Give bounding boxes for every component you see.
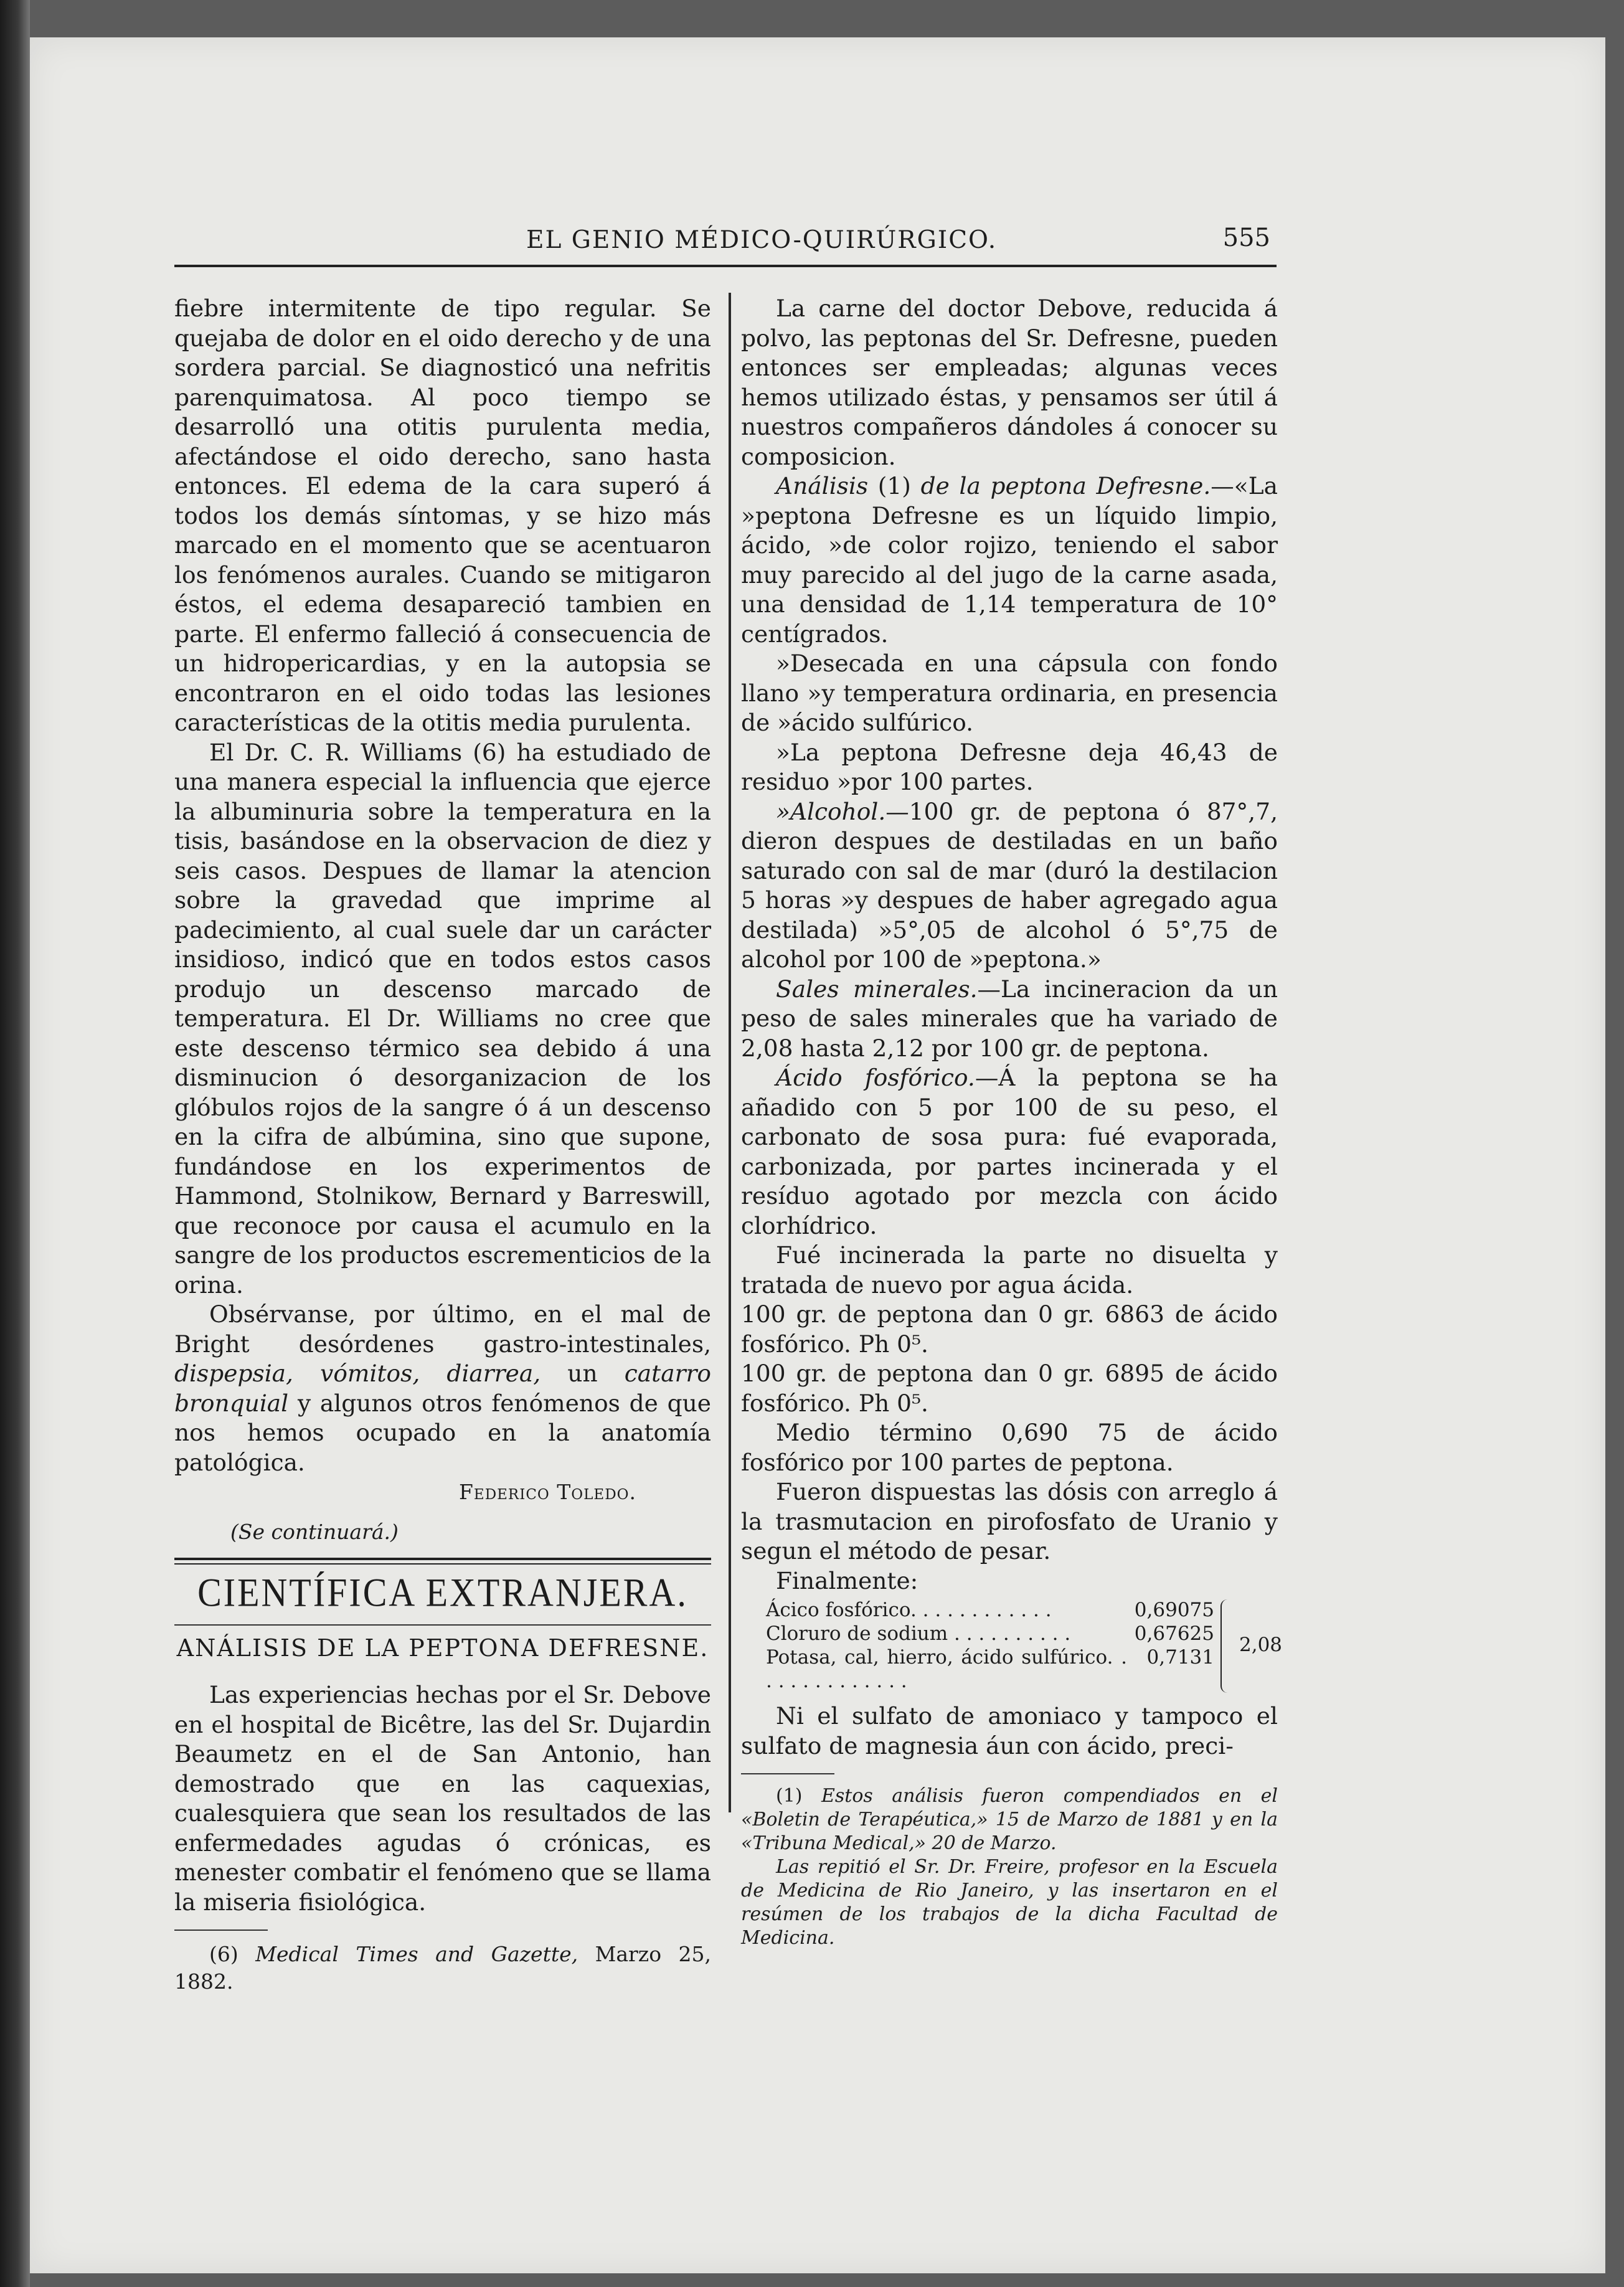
paragraph: Medio término 0,690 75 de ácido fosfórico por 100 partes de peptona.: [741, 1419, 1278, 1476]
paragraph: [741, 471, 1278, 649]
footnote: [741, 1784, 1278, 1855]
footnote: Las repitió el Sr. Dr. Freire, profesor en la Escuela de Medicina de Rio Janeiro, y las insertaron en el resúmen de los trabajos de la dicha Facultad de Medicina.: [741, 1856, 1278, 1949]
text-run: (1): [868, 472, 921, 500]
table-value: 0,67625: [1134, 1622, 1214, 1645]
column-divider: [729, 293, 731, 1812]
italic-text: Sales minerales.: [776, 975, 978, 1003]
footnote-rule: [174, 1930, 268, 1931]
page-number: 555: [1222, 224, 1270, 252]
paragraph: Finalmente:: [776, 1566, 918, 1594]
table-label: Potasa, cal, hierro, ácido sulfúrico. . . . . . . . . . . . . .: [766, 1646, 1127, 1692]
table-row: [766, 1598, 1214, 1622]
author-signature: Federico Toledo.: [459, 1480, 636, 1504]
table-label: Ácico fosfórico. . . . . . . . . . . .: [766, 1599, 1052, 1621]
header-rule: [174, 265, 1277, 267]
italic-text: Análisis: [776, 472, 869, 500]
table-total: 2,08: [1239, 1634, 1283, 1656]
text-run: y algunos otros fenómenos de que nos hemos ocupado en la anatomía patológica.: [174, 1389, 711, 1476]
paragraph: El Dr. C. R. Williams (6) ha estudiado de una manera especial la influencia que ejerce la albuminuria sobre la temperatura en la tisis, basándose en la observacion de diez y seis casos. Despues de llamar la atencion sobre la gravedad que imprime al padecimiento, al cual suele dar un carácter insidioso, indicó que en todos estos casos produjo un descenso marcado de temperatura. El Dr. Williams no cree que este descenso térmico sea debido á una disminucion ó desorganizacion de los glóbulos rojos de la sangre ó á un descenso en la cifra de albúmina, sino que supone, fundándose en los experimentos de Hammond, Stolnikow, Bernard y Barreswill, que reconoce por causa el acumulo en la sangre de los productos escrementicios de la orina.: [174, 738, 711, 1299]
paragraph: [741, 1063, 1278, 1241]
italic-text: de la peptona Defresne.: [920, 472, 1211, 500]
text-run: Marzo 25, 1882.: [174, 1942, 711, 1994]
text-run: Obsérvanse, por último, en el mal de Bright desórdenes gastro-intestinales,: [174, 1300, 711, 1358]
footnote-rule: [741, 1773, 834, 1774]
paragraph: [741, 797, 1278, 975]
table-row: [766, 1645, 1214, 1693]
paragraph: 100 gr. de peptona dan 0 gr. 6863 de ácido fosfórico. Ph 0⁵.: [741, 1300, 1278, 1358]
continued-note: (Se continuará.): [230, 1519, 399, 1544]
text-run: —100 gr. de peptona ó 87°,7, dieron despues de destiladas en un baño saturado con sal de mar (duró la destilacion 5 horas »y despues de haber agregado agua destilada) »5°,05 de alcohol ó 5°,75 de alcohol por 100 de »peptona.»: [741, 797, 1278, 973]
text-run: —Á la peptona se ha añadido con 5 por 100 de su peso, el carbonato de sosa pura: fué evaporada, carbonizada, por partes incinerada y el resíduo agotado por mezcla con ácido clorhídrico.: [741, 1064, 1278, 1239]
footnote-number: (1): [776, 1785, 803, 1807]
rule: [174, 1624, 711, 1626]
paragraph: [741, 975, 1278, 1064]
left-column: [174, 294, 711, 1996]
paragraph: Fué incinerada la parte no disuelta y tratada de nuevo por agua ácida.: [741, 1241, 1278, 1299]
section-title: CIENTÍFICA EXTRANJERA.: [197, 1570, 688, 1615]
table-label: Cloruro de sodium . . . . . . . . . .: [766, 1622, 1071, 1645]
italic-text: »Alcohol.: [776, 797, 886, 825]
text-run: —«La »peptona Defresne es un líquido limpio, ácido, »de color rojizo, teniendo el sabor muy parecido al del jugo de la carne asada, una densidad de 1,14 temperatura de 10° centígrados.: [741, 472, 1278, 648]
article-title: ANÁLISIS DE LA PEPTONA DEFRESNE.: [176, 1634, 709, 1662]
text-run: —La incineracion da un peso de sales minerales que ha variado de 2,08 hasta 2,12 por 100 gr. de peptona.: [741, 975, 1278, 1062]
book-gutter: [0, 0, 30, 2287]
footnote-number: (6): [209, 1942, 238, 1966]
paragraph: »Desecada en una cápsula con fondo llano »y temperatura ordinaria, en presencia de »ácido sulfúrico.: [741, 650, 1278, 736]
paragraph: Ni el sulfato de amoniaco y tampoco el sulfato de magnesia áun con ácido, preci-: [741, 1702, 1278, 1759]
right-column: [741, 294, 1283, 1950]
italic-text: dispepsia, vómitos, diarrea,: [174, 1360, 541, 1387]
footnote: [174, 1941, 711, 1996]
brace: [1220, 1599, 1234, 1693]
table-row: [766, 1622, 1214, 1645]
paragraph: Fueron dispuestas las dósis con arreglo á la trasmutacion en pirofosfato de Uranio y segun el método de pesar.: [741, 1478, 1278, 1565]
table-value: 0,7131: [1146, 1646, 1214, 1669]
running-head: [174, 221, 1270, 265]
paragraph: »La peptona Defresne deja 46,43 de residuo »por 100 partes.: [741, 738, 1278, 795]
composition-table: [741, 1598, 1283, 1693]
paragraph: [174, 1300, 711, 1477]
paragraph: 100 gr. de peptona dan 0 gr. 6895 de ácido fosfórico. Ph 0⁵.: [741, 1360, 1278, 1417]
journal-title: EL GENIO MÉDICO-QUIRÚRGICO.: [526, 226, 998, 254]
italic-text: Ácido fosfórico.: [776, 1064, 975, 1091]
italic-text: Medical Times and Gazette,: [255, 1942, 578, 1966]
paragraph: Las experiencias hechas por el Sr. Debove en el hospital de Bicêtre, las del Sr. Dujardin Beaumetz en el de San Antonio, han demostrado que en las caquexias, cualesquiera que sean los resultados de las enfermedades agudas ó crónicas, es menester combatir el fenómeno que se llama la miseria fisiológica.: [174, 1681, 711, 1916]
italic-text: catarro bronquial: [174, 1360, 711, 1417]
table-value: 0,69075: [1134, 1599, 1214, 1621]
paragraph: fiebre intermitente de tipo regular. Se quejaba de dolor en el oido derecho y de una sordera parcial. Se diagnosticó una nefritis parenquimatosa. Al poco tiempo se desarrolló una otitis purulenta media, afectándose el oido derecho, sano hasta entonces. El edema de la cara superó á todos los demás síntomas, y se hizo más marcado en el momento que se acentuaron los fenómenos aurales. Cuando se mitigaron éstos, el edema desapareció tambien en parte. El enfermo falleció á consecuencia de un hidropericardias, y en la autopsia se encontraron en el oido todas las lesiones características de la otitis media purulenta.: [174, 295, 711, 736]
footnote-text: Estos análisis fueron compendiados en el «Boletin de Terapéutica,» 15 de Marzo de 1881 y en la «Tribuna Medical,» 20 de Marzo.: [741, 1785, 1278, 1854]
paragraph: La carne del doctor Debove, reducida á polvo, las peptonas del Sr. Defresne, pueden entonces ser empleadas; algunas veces hemos utilizado éstas, y pensamos ser útil á nuestros compañeros dándoles á conocer su composicion.: [741, 295, 1278, 470]
double-rule: [174, 1558, 711, 1565]
text-run: un: [541, 1360, 625, 1387]
